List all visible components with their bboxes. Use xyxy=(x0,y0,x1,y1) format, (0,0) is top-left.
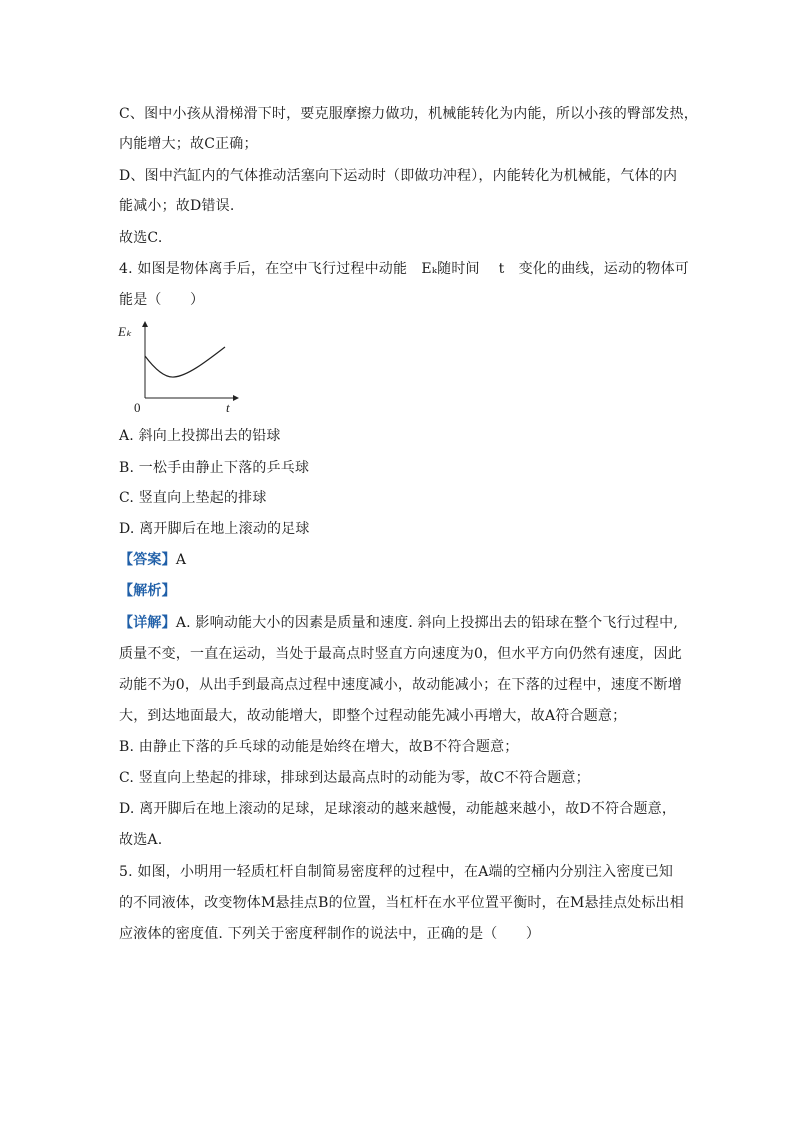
detail-line: 故选A. xyxy=(119,832,163,848)
question-5-stem: 应液体的密度值. 下列关于密度秤制作的说法中，正确的是（ ） xyxy=(119,926,541,942)
question-4-stem-cont: 能是（ ） xyxy=(119,292,205,308)
text-line: D、图中汽缸内的气体推动活塞向下运动时（即做功冲程），内能转化为机械能，气体的内 xyxy=(119,168,678,184)
answer-bracket: 【答案】 xyxy=(119,552,176,568)
text-line: 故选C. xyxy=(119,230,163,246)
detail-line: 质量不变，一直在运动，当处于最高点时竖直方向速度为0，但水平方向仍然有速度，因此 xyxy=(119,646,682,662)
text-line: 能减小；故D错误. xyxy=(119,198,235,214)
detail-line: 大，到达地面最大，故动能增大，即整个过程动能先减小再增大，故A符合题意； xyxy=(119,708,627,724)
question-5-stem: 5. 如图，小明用一轻质杠杆自制简易密度秤的过程中，在A端的空桶内分别注入密度已知 xyxy=(119,864,674,880)
option-c: C. 竖直向上垫起的排球 xyxy=(119,490,267,506)
energy-curve xyxy=(145,347,225,377)
analysis-bracket: 【解析】 xyxy=(119,583,176,599)
kinetic-energy-graph xyxy=(112,318,242,416)
detail-line: C. 竖直向上垫起的排球，排球到达最高点时的动能为零，故C不符合题意； xyxy=(119,770,590,786)
analysis-heading xyxy=(119,581,176,601)
detail-line: 动能不为0，从出手到最高点过程中速度减小，故动能减小；在下落的过程中，速度不断增 xyxy=(119,677,682,693)
x-axis-label: t xyxy=(226,400,230,415)
question-5-stem: 的不同液体，改变物体M悬挂点B的位置，当杠杆在水平位置平衡时，在M悬挂点处标出相 xyxy=(119,895,684,911)
y-axis-label: Eₖ xyxy=(118,324,132,339)
graph-svg xyxy=(112,318,242,416)
detail-line xyxy=(119,613,678,633)
origin-label: 0 xyxy=(134,400,141,415)
text-line: 内能增大；故C正确； xyxy=(119,136,258,152)
detail-line: B. 由静止下落的乒乓球的动能是始终在增大，故B不符合题意； xyxy=(119,739,519,755)
answer-value: A xyxy=(175,552,187,568)
option-b: B. 一松手由静止下落的乒乓球 xyxy=(119,460,310,476)
option-d: D. 离开脚后在地上滚动的足球 xyxy=(119,521,310,537)
detail-line: D. 离开脚后在地上滚动的足球，足球滚动的越来越慢，动能越来越小，故D不符合题意， xyxy=(119,801,677,817)
detail-bracket: 【详解】 xyxy=(119,615,176,631)
detail-first: A. 影响动能大小的因素是质量和速度. 斜向上投掷出去的铅球在整个飞行过程中, xyxy=(175,615,678,631)
text-line: C、图中小孩从滑梯滑下时，要克服摩擦力做功，机械能转化为内能，所以小孩的臀部发热， xyxy=(119,106,698,122)
question-4-stem: 4. 如图是物体离手后，在空中飞行过程中动能 Eₖ随时间 t 变化的曲线，运动的物体可 xyxy=(119,261,690,277)
option-a: A. 斜向上投掷出去的铅球 xyxy=(119,428,281,444)
answer-line xyxy=(119,550,186,570)
